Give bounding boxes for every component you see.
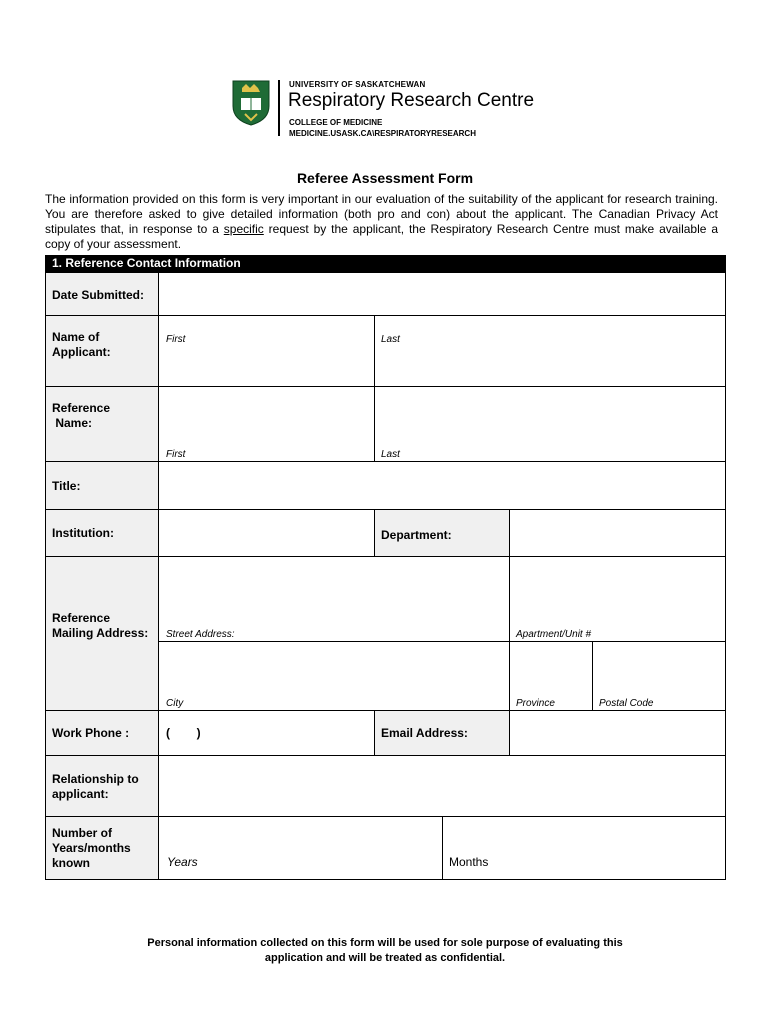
email-label-cell [374, 710, 510, 756]
section-header: 1. Reference Contact Information [45, 255, 726, 272]
reference-last-hint: Last [381, 449, 400, 460]
university-name: UNIVERSITY OF SASKATCHEWAN [289, 80, 426, 89]
years-field[interactable] [158, 816, 443, 880]
privacy-footer-line2: application and will be treated as confidential. [264, 952, 506, 964]
privacy-footer-line1: Personal information collected on this form will be used for sole purpose of evaluating this [147, 937, 623, 949]
relationship-field[interactable] [158, 755, 726, 817]
city-field[interactable] [158, 641, 510, 711]
date-submitted-label: Date Submitted: [52, 288, 145, 302]
centre-url: MEDICINE.USASK.CA\RESPIRATORYRESEARCH [289, 129, 476, 138]
intro-text-after: request by the applicant, the Respiratory Research Centre must make available a copy of your assessment. [45, 222, 718, 251]
email-field[interactable] [509, 710, 726, 756]
work-phone-field[interactable] [158, 710, 375, 756]
department-label: Department: [381, 528, 452, 542]
months-hint: Months [449, 855, 489, 869]
reference-name-label-cell [45, 386, 159, 462]
applicant-first-name-field[interactable] [158, 315, 375, 387]
title-label: Title: [52, 479, 81, 493]
institution-field[interactable] [158, 509, 375, 557]
years-known-label-cell [45, 816, 159, 880]
reference-first-name-field[interactable] [158, 386, 375, 462]
privacy-footer [0, 936, 770, 966]
mailing-address-label: Reference Mailing Address: [52, 611, 149, 640]
page-title: Referee Assessment Form [296, 170, 474, 186]
date-submitted-label-cell [45, 272, 159, 316]
institution-label: Institution: [52, 526, 114, 540]
intro-underlined-word: specific [223, 222, 264, 236]
department-label-cell [374, 509, 510, 557]
apartment-field[interactable] [509, 556, 726, 642]
applicant-last-name-field[interactable] [374, 315, 726, 387]
relationship-label: Relationship to applicant: [52, 772, 139, 801]
street-address-hint: Street Address: [166, 629, 235, 640]
years-known-label: Number of Years/months known [52, 826, 131, 870]
applicant-name-label-cell [45, 315, 159, 387]
phone-area-code-parens: ( ) [166, 726, 201, 740]
city-hint: City [166, 698, 184, 709]
mailing-address-label-cell [45, 556, 159, 711]
street-address-field[interactable] [158, 556, 510, 642]
institution-label-cell [45, 509, 159, 557]
university-crest-icon [232, 80, 270, 126]
header-divider [278, 80, 280, 136]
applicant-name-label: Name of Applicant: [52, 330, 111, 359]
email-label: Email Address: [381, 726, 468, 740]
applicant-last-hint: Last [381, 334, 400, 345]
apartment-hint: Apartment/Unit # [516, 629, 592, 640]
work-phone-label: Work Phone : [52, 726, 130, 740]
months-field[interactable] [442, 816, 726, 880]
years-hint: Years [167, 855, 198, 869]
intro-text-before: The information provided on this form is very important in our evaluation of the suitability of the applicant for research training. You are therefore asked to give detailed information (both pro and con) about the applicant. The Canadian Privacy Act stipulates that, in response to a [45, 192, 718, 236]
postal-code-field[interactable] [592, 641, 726, 711]
date-submitted-field[interactable] [158, 272, 726, 316]
relationship-label-cell [45, 755, 159, 817]
reference-name-label: Reference Name: [52, 401, 111, 430]
applicant-first-hint: First [166, 334, 186, 345]
reference-first-hint: First [166, 449, 186, 460]
centre-name: Respiratory Research Centre [288, 90, 535, 111]
department-field[interactable] [509, 509, 726, 557]
province-field[interactable] [509, 641, 593, 711]
college-name: COLLEGE OF MEDICINE [289, 118, 383, 127]
work-phone-label-cell [45, 710, 159, 756]
intro-paragraph [45, 192, 718, 252]
province-hint: Province [516, 698, 555, 709]
postal-code-hint: Postal Code [599, 698, 654, 709]
reference-last-name-field[interactable] [374, 386, 726, 462]
title-label-cell [45, 461, 159, 510]
title-field[interactable] [158, 461, 726, 510]
